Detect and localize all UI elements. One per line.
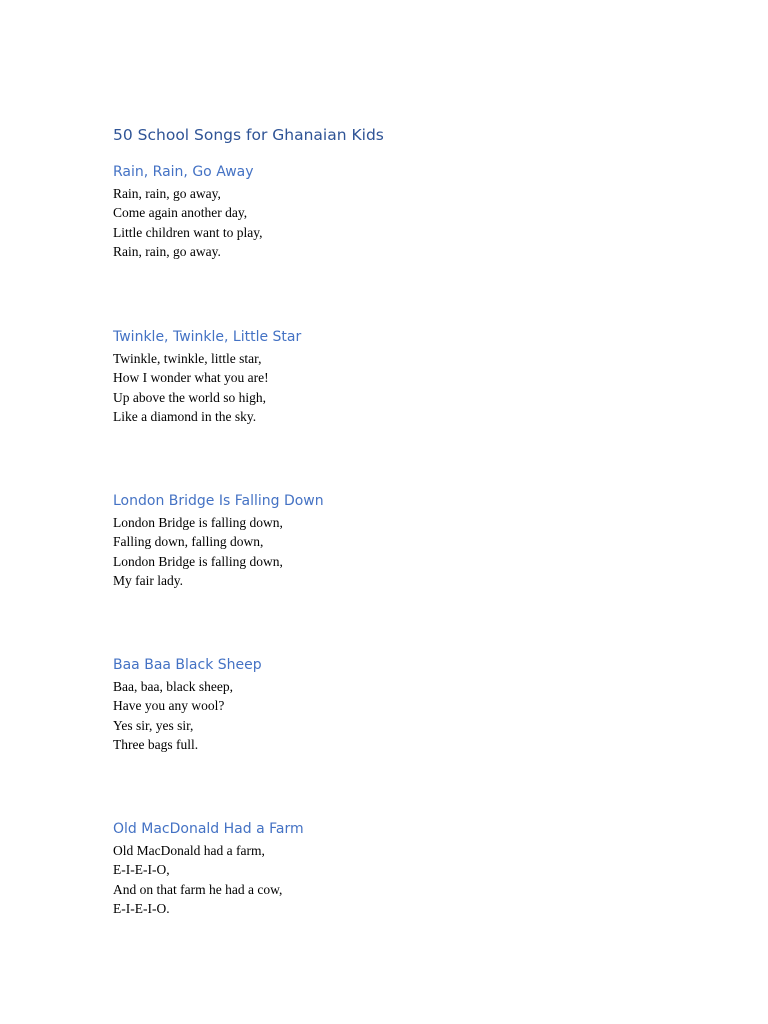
- lyric-line: E-I-E-I-O,: [113, 862, 170, 878]
- song-title: Twinkle, Twinkle, Little Star: [113, 329, 302, 345]
- song-title: Old MacDonald Had a Farm: [113, 821, 304, 837]
- lyric-line: Up above the world so high,: [113, 389, 266, 405]
- lyric-line: London Bridge is falling down,: [113, 553, 283, 569]
- song-lyrics: [113, 184, 673, 261]
- lyric-line: And on that farm he had a cow,: [113, 881, 283, 897]
- lyric-line: How I wonder what you are!: [113, 370, 269, 386]
- song-section: [113, 819, 673, 918]
- lyric-line: Baa, baa, black sheep,: [113, 679, 233, 694]
- lyric-line: Come again another day,: [113, 205, 248, 221]
- lyric-line: Have you any wool?: [113, 698, 225, 714]
- lyric-line: Old MacDonald had a farm,: [113, 843, 265, 858]
- lyric-line: London Bridge is falling down,: [113, 515, 283, 530]
- song-lyrics: [113, 349, 673, 426]
- lyric-line: Little children want to play,: [113, 224, 263, 240]
- song-title: Rain, Rain, Go Away: [113, 164, 254, 180]
- song-title: Baa Baa Black Sheep: [113, 657, 262, 673]
- song-section: [113, 162, 673, 261]
- document-title: 50 School Songs for Ghanaian Kids: [113, 126, 384, 144]
- song-section: [113, 655, 673, 754]
- lyric-line: Twinkle, twinkle, little star,: [113, 351, 262, 366]
- song-lyrics: [113, 513, 673, 590]
- song-section: [113, 491, 673, 590]
- lyric-line: My fair lady.: [113, 572, 183, 588]
- lyric-line: Three bags full.: [113, 736, 199, 752]
- song-lyrics: [113, 677, 673, 754]
- song-title: London Bridge Is Falling Down: [113, 493, 324, 509]
- lyric-line: Falling down, falling down,: [113, 534, 264, 550]
- song-section: [113, 327, 673, 426]
- lyric-line: Rain, rain, go away,: [113, 186, 221, 201]
- lyric-line: Like a diamond in the sky.: [113, 408, 257, 424]
- lyric-line: E-I-E-I-O.: [113, 900, 170, 916]
- song-lyrics: [113, 841, 673, 918]
- lyric-line: Rain, rain, go away.: [113, 243, 221, 259]
- lyric-line: Yes sir, yes sir,: [113, 717, 194, 733]
